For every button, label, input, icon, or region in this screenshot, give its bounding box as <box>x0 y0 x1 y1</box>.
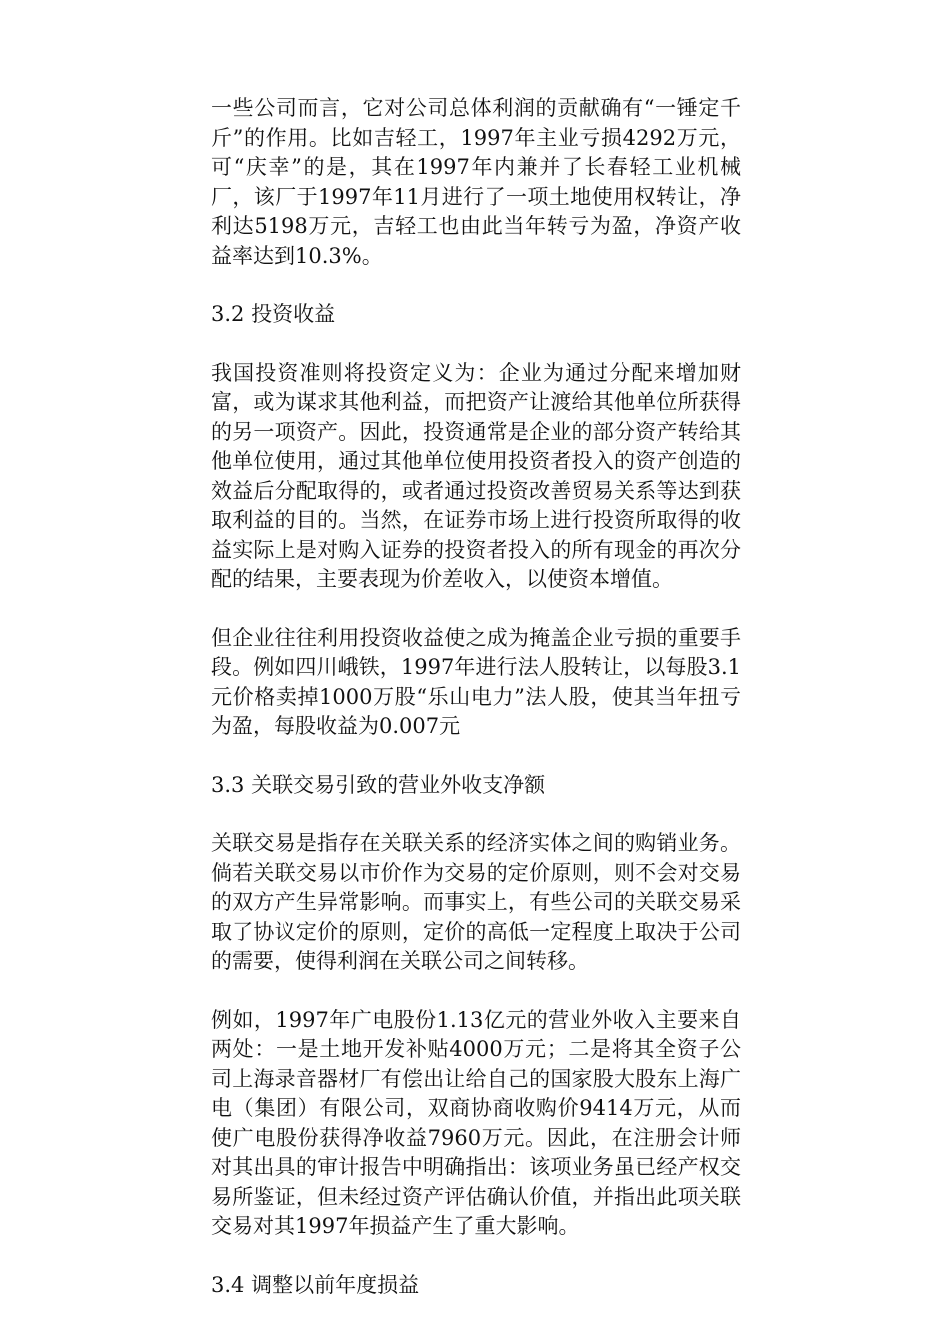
paragraph-investment-definition: 我国投资准则将投资定义为：企业为通过分配来增加财富，或为谋求其他利益，而把资产让渡给其他单位所获得的另一项资产。因此，投资通常是企业的部分资产转给其他单位使用，通过其他单位使用投资者投入的资产创造的效益后分配取得的，或者通过投资改善贸易关系等达到获取利益的目的。当然，在证券市场上进行投资所取得的收益实际上是对购入证券的投资者投入的所有现金的再次分配的结果，主要表现为价差收入，以使资本增值。 <box>211 360 741 591</box>
paragraph-related-transaction-example: 例如，1997年广电股份1.13亿元的营业外收入主要来自两处：一是土地开发补贴4000万元；二是将其全资子公司上海录音器材厂有偿出让给自己的国家股大股东上海广电（集团）有限公司，双商协商收购价9414万元，从而使广电股份获得净收益7960万元。因此，在注册会计师对其出具的审计报告中明确指出：该项业务虽已经产权交易所鉴证，但未经过资产评估确认价值，并指出此项关联交易对其1997年损益产生了重大影响。 <box>211 1007 741 1238</box>
paragraph-investment-abuse: 但企业往往利用投资收益使之成为掩盖企业亏损的重要手段。例如四川峨铁，1997年进行法人股转让，以每股3.1元价格卖掉1000万股“乐山电力”法人股，使其当年扭亏为盈，每股收益为0.007元 <box>211 625 741 738</box>
paragraph-profit-contribution: 一些公司而言，它对公司总体利润的贡献确有“一锤定千斤”的作用。比如吉轻工，1997年主业亏损4292万元，可“庆幸”的是，其在1997年内兼并了长春轻工业机械厂，该厂于1997年11月进行了一项土地使用权转让，净利达5198万元，吉轻工也由此当年转亏为盈，净资产收益率达到10.3%。 <box>211 96 741 268</box>
section-heading-3-3: 3.3 关联交易引致的营业外收支净额 <box>211 772 546 797</box>
paragraph-related-transactions: 关联交易是指存在关联关系的经济实体之间的购销业务。倘若关联交易以市价作为交易的定价原则，则不会对交易的双方产生异常影响。而事实上，有些公司的关联交易采取了协议定价的原则，定价的高低一定程度上取决于公司的需要，使得利润在关联公司之间转移。 <box>211 831 741 973</box>
section-heading-3-2: 3.2 投资收益 <box>211 302 336 326</box>
document-body <box>211 94 741 1329</box>
section-heading-3-4: 3.4 调整以前年度损益 <box>211 1272 420 1297</box>
